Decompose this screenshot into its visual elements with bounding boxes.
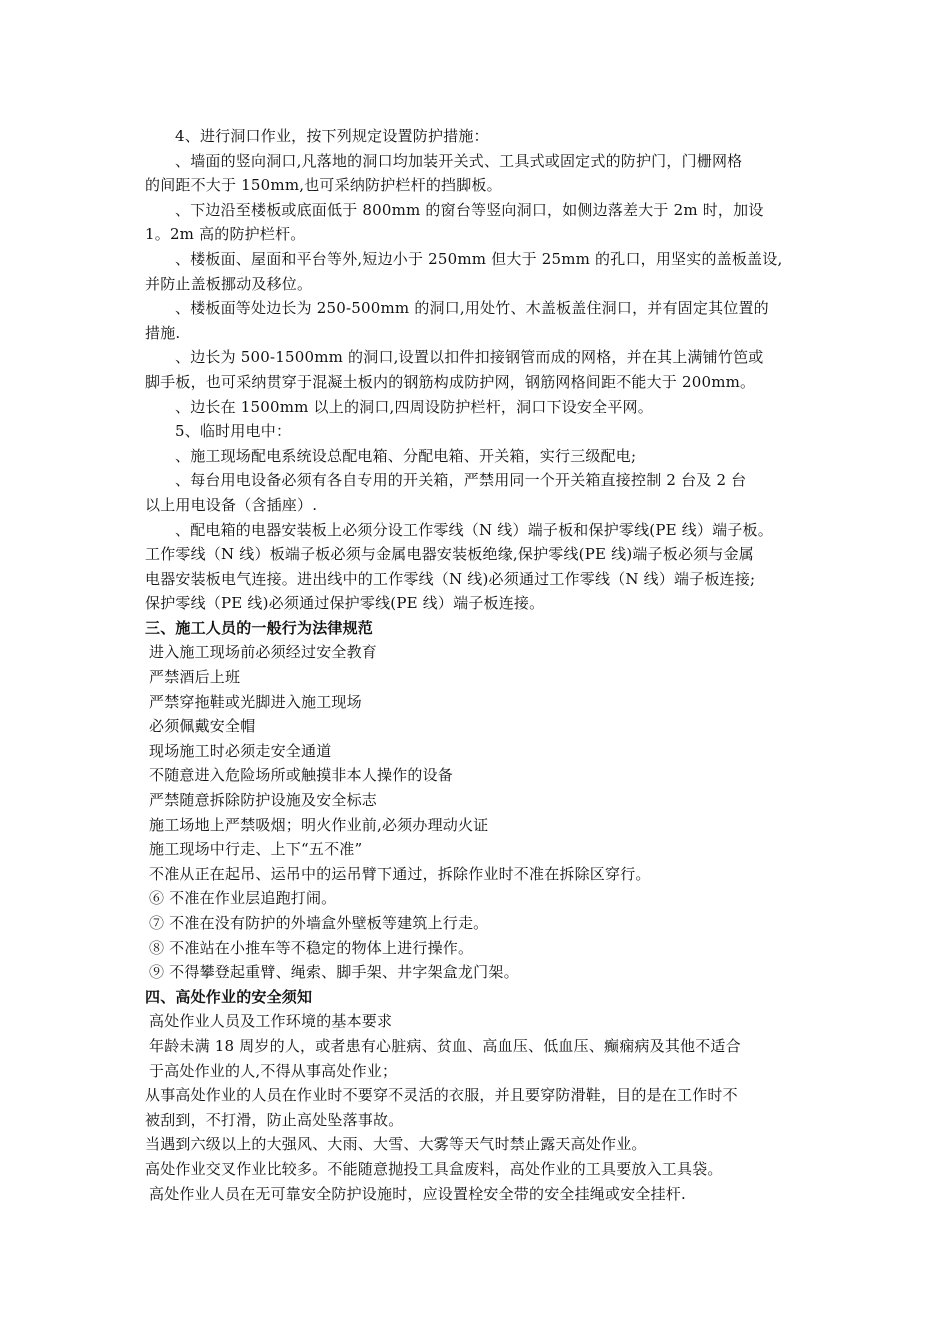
text-line: 进入施工现场前必须经过安全教育	[149, 643, 378, 662]
text-line: 施工场地上严禁吸烟；明火作业前,必须办理动火证	[149, 815, 489, 834]
text-line: 不准从正在起吊、运吊中的运吊臂下通过，拆除作业时不准在拆除区穿行。	[149, 864, 651, 883]
section-heading: 四、高处作业的安全须知	[145, 987, 313, 1006]
text-line: 以上用电设备（含插座）.	[145, 495, 318, 514]
text-line: 施工现场中行走、上下“五不准”	[149, 840, 363, 859]
text-line: 4、进行洞口作业，按下列规定设置防护措施：	[175, 127, 489, 145]
text-line: 、墙面的竖向洞口,凡落地的洞口均加装开关式、工具式或固定式的防护门，门栅网格	[175, 151, 743, 170]
text-line: 1。2m 高的防护栏杆。	[145, 225, 306, 244]
text-line: 、楼板面、屋面和平台等外,短边小于 250mm 但大于 25mm 的孔口，用坚实的盖板盖设,	[175, 249, 783, 268]
text-line: 、每台用电设备必须有各自专用的开关箱，严禁用同一个开关箱直接控制 2 台及 2 台	[175, 471, 747, 490]
text-line: 高处作业人员在无可靠安全防护设施时，应设置栓安全带的安全挂绳或安全挂杆.	[149, 1184, 686, 1203]
text-line: 现场施工时必须走安全通道	[149, 741, 332, 760]
text-line: 措施.	[145, 323, 181, 342]
text-line: 、楼板面等处边长为 250-500mm 的洞口,用处竹、木盖板盖住洞口，并有固定其位置的	[175, 299, 769, 318]
text-line: 当遇到六级以上的大强风、大雨、大雪、大雾等天气时禁止露天高处作业。	[145, 1135, 647, 1154]
text-line: 严禁穿拖鞋或光脚进入施工现场	[149, 692, 362, 711]
text-line: ⑦ 不准在没有防护的外墙盒外壁板等建筑上行走。	[149, 914, 489, 932]
text-line: ⑥ 不准在作业层追跑打闹。	[149, 889, 337, 908]
text-line: 、边长为 500-1500mm 的洞口,设置以扣件扣接钢管而成的网格，并在其上满铺竹笆或	[175, 348, 764, 367]
text-line: 的间距不大于 150mm,也可采纳防护栏杆的挡脚板。	[145, 176, 502, 195]
text-line: 、下边沿至楼板或底面低于 800mm 的窗台等竖向洞口，如侧边落差大于 2m 时，加设	[175, 200, 764, 219]
text-line: ⑨ 不得攀登起重臂、绳索、脚手架、井字架盒龙门架。	[149, 963, 519, 982]
text-line: 严禁随意拆除防护设施及安全标志	[149, 791, 378, 810]
text-line: 必须佩戴安全帽	[149, 717, 256, 736]
text-line: 工作零线（N 线）板端子板必须与金属电器安装板绝缘,保护零线(PE 线)端子板必须与金属	[145, 545, 754, 564]
text-line: ⑧ 不准站在小推车等不稳定的物体上进行操作。	[149, 938, 474, 957]
text-line: 电器安装板电气连接。进出线中的工作零线（N 线)必须通过工作零线（N 线）端子板连接;	[145, 569, 756, 588]
text-line: 、施工现场配电系统设总配电箱、分配电箱、开关箱，实行三级配电;	[175, 446, 637, 465]
text-line: 不随意进入危险场所或触摸非本人操作的设备	[149, 766, 454, 785]
text-line: 5、临时用电中：	[175, 422, 292, 441]
text-line: 严禁酒后上班	[149, 668, 241, 687]
text-line: 、配电箱的电器安装板上必须分设工作零线（N 线）端子板和保护零线(PE 线）端子板。	[175, 520, 773, 539]
text-line: 保护零线（PE 线)必须通过保护零线(PE 线）端子板连接。	[145, 594, 545, 613]
text-line: 被刮到，不打滑，防止高处坠落事故。	[145, 1110, 404, 1129]
text-line: 、边长在 1500mm 以上的洞口,四周设防护栏杆，洞口下设安全平网。	[175, 397, 653, 416]
text-line: 年龄未满 18 周岁的人，或者患有心脏病、贫血、高血压、低血压、癫痫病及其他不适合	[149, 1036, 741, 1055]
text-line: 高处作业交叉作业比较多。不能随意抛投工具盒废料，高处作业的工具要放入工具袋。	[145, 1159, 723, 1178]
text-line: 于高处作业的人,不得从事高处作业；	[149, 1061, 398, 1080]
text-line: 高处作业人员及工作环境的基本要求	[149, 1012, 393, 1031]
document-page	[145, 124, 815, 1206]
section-heading: 三、施工人员的一般行为法律规范	[145, 618, 374, 637]
text-line: 并防止盖板挪动及移位。	[145, 274, 313, 293]
text-line: 从事高处作业的人员在作业时不要穿不灵活的衣服，并且要穿防滑鞋，目的是在工作时不	[145, 1086, 738, 1105]
text-line: 脚手板，也可采纳贯穿于混凝土板内的钢筋构成防护网，钢筋网格间距不能大于 200mm。	[145, 372, 756, 391]
